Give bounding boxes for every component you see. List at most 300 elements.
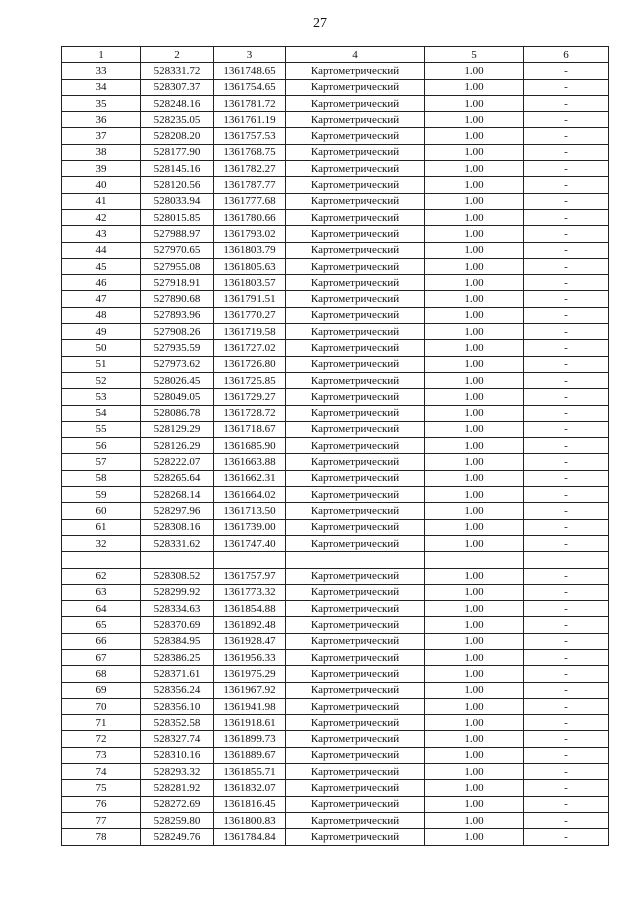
point-number-cell: 70 — [62, 698, 141, 714]
note-cell: - — [524, 519, 609, 535]
x-coordinate-cell: 528356.10 — [141, 698, 214, 714]
column-header: 6 — [524, 47, 609, 63]
table-row — [62, 340, 609, 356]
point-number-cell: 61 — [62, 519, 141, 535]
note-cell: - — [524, 226, 609, 242]
y-coordinate-cell: 1361662.31 — [214, 470, 286, 486]
table-row — [62, 633, 609, 649]
accuracy-cell: 1.00 — [425, 682, 524, 698]
x-coordinate-cell: 528308.52 — [141, 568, 214, 584]
x-coordinate-cell: 527955.08 — [141, 258, 214, 274]
accuracy-cell: 1.00 — [425, 470, 524, 486]
method-cell: Картометрический — [286, 438, 425, 454]
note-cell: - — [524, 242, 609, 258]
method-cell: Картометрический — [286, 747, 425, 763]
x-coordinate-cell: 528208.20 — [141, 128, 214, 144]
column-header: 3 — [214, 47, 286, 63]
method-cell: Картометрический — [286, 209, 425, 225]
method-cell: Картометрический — [286, 829, 425, 845]
point-number-cell: 32 — [62, 535, 141, 551]
x-coordinate-cell: 528334.63 — [141, 601, 214, 617]
note-cell: - — [524, 356, 609, 372]
accuracy-cell: 1.00 — [425, 291, 524, 307]
note-cell: - — [524, 601, 609, 617]
point-number-cell: 49 — [62, 324, 141, 340]
y-coordinate-cell: 1361719.58 — [214, 324, 286, 340]
note-cell: - — [524, 438, 609, 454]
accuracy-cell: 1.00 — [425, 519, 524, 535]
table-row — [62, 291, 609, 307]
x-coordinate-cell: 527890.68 — [141, 291, 214, 307]
y-coordinate-cell: 1361787.77 — [214, 177, 286, 193]
note-cell: - — [524, 764, 609, 780]
point-number-cell: 75 — [62, 780, 141, 796]
note-cell: - — [524, 112, 609, 128]
accuracy-cell: 1.00 — [425, 438, 524, 454]
note-cell: - — [524, 95, 609, 111]
y-coordinate-cell: 1361663.88 — [214, 454, 286, 470]
note-cell: - — [524, 193, 609, 209]
table-row — [62, 226, 609, 242]
table-row — [62, 193, 609, 209]
accuracy-cell: 1.00 — [425, 812, 524, 828]
table-header-row — [62, 47, 609, 63]
method-cell: Картометрический — [286, 356, 425, 372]
method-cell: Картометрический — [286, 226, 425, 242]
note-cell: - — [524, 503, 609, 519]
point-number-cell: 52 — [62, 372, 141, 388]
note-cell: - — [524, 633, 609, 649]
table-row — [62, 356, 609, 372]
x-coordinate-cell: 528049.05 — [141, 389, 214, 405]
accuracy-cell: 1.00 — [425, 161, 524, 177]
point-number-cell: 74 — [62, 764, 141, 780]
y-coordinate-cell: 1361761.19 — [214, 112, 286, 128]
accuracy-cell: 1.00 — [425, 405, 524, 421]
accuracy-cell: 1.00 — [425, 128, 524, 144]
column-header: 1 — [62, 47, 141, 63]
y-coordinate-cell: 1361782.27 — [214, 161, 286, 177]
method-cell: Картометрический — [286, 503, 425, 519]
table-row — [62, 666, 609, 682]
method-cell: Картометрический — [286, 633, 425, 649]
note-cell: - — [524, 372, 609, 388]
table-row — [62, 128, 609, 144]
point-number-cell: 76 — [62, 796, 141, 812]
note-cell: - — [524, 584, 609, 600]
point-number-cell: 56 — [62, 438, 141, 454]
y-coordinate-cell: 1361803.57 — [214, 275, 286, 291]
x-coordinate-cell: 528356.24 — [141, 682, 214, 698]
y-coordinate-cell: 1361928.47 — [214, 633, 286, 649]
method-cell: Картометрический — [286, 715, 425, 731]
y-coordinate-cell: 1361855.71 — [214, 764, 286, 780]
accuracy-cell: 1.00 — [425, 79, 524, 95]
table-row — [62, 519, 609, 535]
method-cell — [286, 552, 425, 568]
point-number-cell: 51 — [62, 356, 141, 372]
accuracy-cell: 1.00 — [425, 95, 524, 111]
table-body — [62, 63, 609, 845]
note-cell: - — [524, 63, 609, 79]
y-coordinate-cell: 1361739.00 — [214, 519, 286, 535]
method-cell: Картометрический — [286, 682, 425, 698]
point-number-cell: 42 — [62, 209, 141, 225]
table-row — [62, 584, 609, 600]
accuracy-cell: 1.00 — [425, 242, 524, 258]
accuracy-cell: 1.00 — [425, 715, 524, 731]
accuracy-cell: 1.00 — [425, 503, 524, 519]
note-cell: - — [524, 144, 609, 160]
point-number-cell: 36 — [62, 112, 141, 128]
table-row — [62, 258, 609, 274]
x-coordinate-cell: 527988.97 — [141, 226, 214, 242]
table-row — [62, 307, 609, 323]
method-cell: Картометрический — [286, 584, 425, 600]
y-coordinate-cell: 1361967.92 — [214, 682, 286, 698]
accuracy-cell: 1.00 — [425, 193, 524, 209]
point-number-cell: 47 — [62, 291, 141, 307]
table-row — [62, 421, 609, 437]
method-cell: Картометрический — [286, 764, 425, 780]
accuracy-cell: 1.00 — [425, 666, 524, 682]
accuracy-cell: 1.00 — [425, 389, 524, 405]
table-row — [62, 389, 609, 405]
table-row — [62, 242, 609, 258]
y-coordinate-cell: 1361713.50 — [214, 503, 286, 519]
note-cell: - — [524, 731, 609, 747]
y-coordinate-cell: 1361854.88 — [214, 601, 286, 617]
table-row — [62, 372, 609, 388]
table-row — [62, 112, 609, 128]
y-coordinate-cell: 1361918.61 — [214, 715, 286, 731]
table-row — [62, 715, 609, 731]
method-cell: Картометрический — [286, 454, 425, 470]
method-cell: Картометрический — [286, 535, 425, 551]
method-cell: Картометрический — [286, 568, 425, 584]
point-number-cell: 48 — [62, 307, 141, 323]
coordinates-table — [61, 46, 609, 846]
note-cell: - — [524, 405, 609, 421]
note-cell: - — [524, 829, 609, 845]
point-number-cell: 53 — [62, 389, 141, 405]
point-number-cell: 57 — [62, 454, 141, 470]
x-coordinate-cell: 528386.25 — [141, 649, 214, 665]
point-number-cell: 68 — [62, 666, 141, 682]
y-coordinate-cell: 1361773.32 — [214, 584, 286, 600]
point-number-cell: 40 — [62, 177, 141, 193]
x-coordinate-cell: 528308.16 — [141, 519, 214, 535]
table-row — [62, 63, 609, 79]
accuracy-cell: 1.00 — [425, 340, 524, 356]
x-coordinate-cell: 528145.16 — [141, 161, 214, 177]
accuracy-cell: 1.00 — [425, 421, 524, 437]
accuracy-cell: 1.00 — [425, 372, 524, 388]
note-cell: - — [524, 617, 609, 633]
accuracy-cell: 1.00 — [425, 307, 524, 323]
table-row — [62, 438, 609, 454]
table-row — [62, 682, 609, 698]
x-coordinate-cell: 528272.69 — [141, 796, 214, 812]
note-cell: - — [524, 470, 609, 486]
table-row — [62, 209, 609, 225]
y-coordinate-cell: 1361899.73 — [214, 731, 286, 747]
x-coordinate-cell: 528331.62 — [141, 535, 214, 551]
x-coordinate-cell: 528265.64 — [141, 470, 214, 486]
method-cell: Картометрический — [286, 812, 425, 828]
accuracy-cell: 1.00 — [425, 731, 524, 747]
accuracy-cell: 1.00 — [425, 584, 524, 600]
accuracy-cell: 1.00 — [425, 487, 524, 503]
x-coordinate-cell: 527973.62 — [141, 356, 214, 372]
x-coordinate-cell: 528249.76 — [141, 829, 214, 845]
accuracy-cell: 1.00 — [425, 780, 524, 796]
y-coordinate-cell: 1361975.29 — [214, 666, 286, 682]
y-coordinate-cell: 1361664.02 — [214, 487, 286, 503]
table-row — [62, 812, 609, 828]
accuracy-cell: 1.00 — [425, 112, 524, 128]
note-cell: - — [524, 649, 609, 665]
y-coordinate-cell: 1361747.40 — [214, 535, 286, 551]
y-coordinate-cell: 1361729.27 — [214, 389, 286, 405]
x-coordinate-cell: 528129.29 — [141, 421, 214, 437]
table-row — [62, 144, 609, 160]
table-row — [62, 503, 609, 519]
note-cell: - — [524, 209, 609, 225]
y-coordinate-cell: 1361816.45 — [214, 796, 286, 812]
y-coordinate-cell: 1361803.79 — [214, 242, 286, 258]
accuracy-cell: 1.00 — [425, 568, 524, 584]
table-row — [62, 324, 609, 340]
x-coordinate-cell: 528126.29 — [141, 438, 214, 454]
method-cell: Картометрический — [286, 324, 425, 340]
x-coordinate-cell: 527970.65 — [141, 242, 214, 258]
table-row — [62, 161, 609, 177]
point-number-cell: 46 — [62, 275, 141, 291]
point-number-cell: 55 — [62, 421, 141, 437]
x-coordinate-cell: 527908.26 — [141, 324, 214, 340]
method-cell: Картометрический — [286, 780, 425, 796]
point-number-cell: 59 — [62, 487, 141, 503]
y-coordinate-cell: 1361781.72 — [214, 95, 286, 111]
x-coordinate-cell: 528371.61 — [141, 666, 214, 682]
accuracy-cell: 1.00 — [425, 829, 524, 845]
table-row — [62, 731, 609, 747]
y-coordinate-cell: 1361728.72 — [214, 405, 286, 421]
x-coordinate-cell: 528086.78 — [141, 405, 214, 421]
accuracy-cell: 1.00 — [425, 747, 524, 763]
method-cell: Картометрический — [286, 698, 425, 714]
note-cell: - — [524, 715, 609, 731]
method-cell: Картометрический — [286, 128, 425, 144]
accuracy-cell: 1.00 — [425, 63, 524, 79]
note-cell: - — [524, 682, 609, 698]
method-cell: Картометрический — [286, 372, 425, 388]
point-number-cell: 33 — [62, 63, 141, 79]
table-row — [62, 698, 609, 714]
point-number-cell: 73 — [62, 747, 141, 763]
point-number-cell: 58 — [62, 470, 141, 486]
y-coordinate-cell: 1361757.97 — [214, 568, 286, 584]
x-coordinate-cell: 528384.95 — [141, 633, 214, 649]
table-row — [62, 780, 609, 796]
accuracy-cell: 1.00 — [425, 633, 524, 649]
note-cell: - — [524, 568, 609, 584]
accuracy-cell: 1.00 — [425, 649, 524, 665]
x-coordinate-cell: 528259.80 — [141, 812, 214, 828]
note-cell: - — [524, 796, 609, 812]
accuracy-cell: 1.00 — [425, 764, 524, 780]
y-coordinate-cell: 1361748.65 — [214, 63, 286, 79]
note-cell: - — [524, 275, 609, 291]
accuracy-cell: 1.00 — [425, 177, 524, 193]
y-coordinate-cell — [214, 552, 286, 568]
table-row — [62, 796, 609, 812]
point-number-cell: 37 — [62, 128, 141, 144]
method-cell: Картометрический — [286, 601, 425, 617]
table-row — [62, 617, 609, 633]
x-coordinate-cell: 528310.16 — [141, 747, 214, 763]
point-number-cell: 67 — [62, 649, 141, 665]
point-number-cell: 54 — [62, 405, 141, 421]
column-header: 4 — [286, 47, 425, 63]
y-coordinate-cell: 1361784.84 — [214, 829, 286, 845]
note-cell: - — [524, 421, 609, 437]
method-cell: Картометрический — [286, 242, 425, 258]
point-number-cell: 41 — [62, 193, 141, 209]
point-number-cell — [62, 552, 141, 568]
note-cell: - — [524, 177, 609, 193]
table-row — [62, 552, 609, 568]
x-coordinate-cell: 528293.32 — [141, 764, 214, 780]
x-coordinate-cell: 528297.96 — [141, 503, 214, 519]
method-cell: Картометрический — [286, 291, 425, 307]
y-coordinate-cell: 1361777.68 — [214, 193, 286, 209]
note-cell: - — [524, 340, 609, 356]
point-number-cell: 60 — [62, 503, 141, 519]
note-cell: - — [524, 666, 609, 682]
y-coordinate-cell: 1361754.65 — [214, 79, 286, 95]
x-coordinate-cell: 527935.59 — [141, 340, 214, 356]
note-cell: - — [524, 535, 609, 551]
x-coordinate-cell: 528352.58 — [141, 715, 214, 731]
y-coordinate-cell: 1361889.67 — [214, 747, 286, 763]
method-cell: Картометрический — [286, 95, 425, 111]
point-number-cell: 34 — [62, 79, 141, 95]
point-number-cell: 63 — [62, 584, 141, 600]
table-row — [62, 649, 609, 665]
point-number-cell: 62 — [62, 568, 141, 584]
point-number-cell: 69 — [62, 682, 141, 698]
y-coordinate-cell: 1361718.67 — [214, 421, 286, 437]
table-row — [62, 405, 609, 421]
method-cell: Картометрический — [286, 649, 425, 665]
method-cell: Картометрический — [286, 389, 425, 405]
table-row — [62, 177, 609, 193]
x-coordinate-cell: 528281.92 — [141, 780, 214, 796]
point-number-cell: 43 — [62, 226, 141, 242]
table-row — [62, 454, 609, 470]
method-cell: Картометрический — [286, 405, 425, 421]
point-number-cell: 66 — [62, 633, 141, 649]
method-cell: Картометрический — [286, 161, 425, 177]
note-cell: - — [524, 487, 609, 503]
table-row — [62, 79, 609, 95]
table-row — [62, 487, 609, 503]
point-number-cell: 45 — [62, 258, 141, 274]
note-cell: - — [524, 780, 609, 796]
y-coordinate-cell: 1361791.51 — [214, 291, 286, 307]
method-cell: Картометрический — [286, 63, 425, 79]
table-row — [62, 275, 609, 291]
note-cell — [524, 552, 609, 568]
accuracy-cell: 1.00 — [425, 796, 524, 812]
table-row — [62, 568, 609, 584]
y-coordinate-cell: 1361941.98 — [214, 698, 286, 714]
accuracy-cell: 1.00 — [425, 356, 524, 372]
method-cell: Картометрический — [286, 666, 425, 682]
note-cell: - — [524, 79, 609, 95]
y-coordinate-cell: 1361780.66 — [214, 209, 286, 225]
accuracy-cell: 1.00 — [425, 275, 524, 291]
x-coordinate-cell: 528331.72 — [141, 63, 214, 79]
x-coordinate-cell: 528268.14 — [141, 487, 214, 503]
method-cell: Картометрический — [286, 519, 425, 535]
page-number: 27 — [313, 16, 327, 31]
y-coordinate-cell: 1361956.33 — [214, 649, 286, 665]
method-cell: Картометрический — [286, 275, 425, 291]
x-coordinate-cell: 528222.07 — [141, 454, 214, 470]
note-cell: - — [524, 324, 609, 340]
point-number-cell: 77 — [62, 812, 141, 828]
method-cell: Картометрический — [286, 340, 425, 356]
point-number-cell: 71 — [62, 715, 141, 731]
note-cell: - — [524, 258, 609, 274]
x-coordinate-cell: 528033.94 — [141, 193, 214, 209]
y-coordinate-cell: 1361892.48 — [214, 617, 286, 633]
accuracy-cell: 1.00 — [425, 209, 524, 225]
x-coordinate-cell: 528120.56 — [141, 177, 214, 193]
x-coordinate-cell: 528370.69 — [141, 617, 214, 633]
accuracy-cell: 1.00 — [425, 601, 524, 617]
y-coordinate-cell: 1361725.85 — [214, 372, 286, 388]
point-number-cell: 78 — [62, 829, 141, 845]
accuracy-cell: 1.00 — [425, 535, 524, 551]
accuracy-cell: 1.00 — [425, 698, 524, 714]
point-number-cell: 64 — [62, 601, 141, 617]
y-coordinate-cell: 1361727.02 — [214, 340, 286, 356]
column-header: 5 — [425, 47, 524, 63]
accuracy-cell: 1.00 — [425, 454, 524, 470]
table-row — [62, 829, 609, 845]
column-header: 2 — [141, 47, 214, 63]
y-coordinate-cell: 1361757.53 — [214, 128, 286, 144]
note-cell: - — [524, 389, 609, 405]
method-cell: Картометрический — [286, 258, 425, 274]
method-cell: Картометрический — [286, 112, 425, 128]
note-cell: - — [524, 307, 609, 323]
table-row — [62, 764, 609, 780]
x-coordinate-cell: 528026.45 — [141, 372, 214, 388]
note-cell: - — [524, 747, 609, 763]
method-cell: Картометрический — [286, 617, 425, 633]
x-coordinate-cell: 528235.05 — [141, 112, 214, 128]
method-cell: Картометрический — [286, 796, 425, 812]
x-coordinate-cell: 528299.92 — [141, 584, 214, 600]
note-cell: - — [524, 454, 609, 470]
x-coordinate-cell: 528015.85 — [141, 209, 214, 225]
note-cell: - — [524, 812, 609, 828]
